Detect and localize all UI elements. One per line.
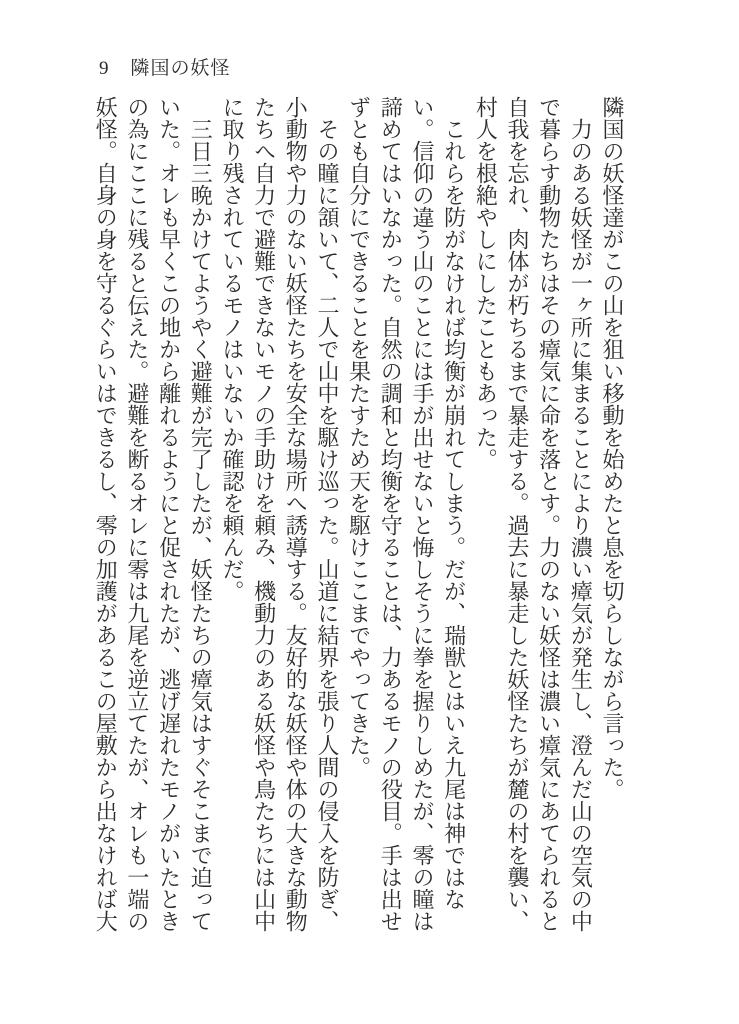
paragraph-5: 三日三晩かけてようやく避難が完了したが、妖怪たちの瘴気はすぐそこまで迫っていた。オレも早くこの地から離れるようにと促されたが、逃げ遅れたモノがいたときの為にここに残ると伝えた。避難を断るオレに零は九尾を逆立てたが、オレも一端の妖怪。自身の身を守るぐらいはできるし、零の加護があるこの屋敷から出なければ大 xyxy=(93,96,214,932)
chapter-title: 隣国の妖怪 xyxy=(130,58,231,79)
body-text xyxy=(90,96,628,936)
paragraph-2: 力のある妖怪が一ヶ所に集まることにより濃い瘴気が発生し、澄んだ山の空気の中で暮らす動物たちはその瘴気に命を落とす。力のない妖怪は濃い瘴気にあてられると自我を忘れ、肉体が朽ちるまで暴走する。過去に暴走した妖怪たちが麓の村を襲い、村人を根絶やしにしたこともあった。 xyxy=(473,96,594,932)
page-number: 9 xyxy=(99,58,110,79)
paragraph-3: これらを防がなければ均衡が崩れてしまう。だが、瑞獣とはいえ九尾は神ではない。信仰の違う山のことには手が出せないと悔しそうに拳を握りしめたが、零の瞳は諦めてはいなかった。自然の調和と均衡を守ることは、力あるモノの役目。手は出せずとも自分にできることを果たすため天を駆けここまでやってきた。 xyxy=(346,96,467,932)
paragraph-1: 隣国の妖怪達がこの山を狙い移動を始めたと息を切らしながら言った。 xyxy=(600,96,625,800)
paragraph-4: その瞳に頷いて、二人で山中を駆け巡った。山道に結界を張り人間の侵入を防ぎ、小動物や力のない妖怪たちを安全な場所へ誘導する。友好的な妖怪や体の大きな動物たちへ自力で避難できないモノの手助けを頼み、機動力のある妖怪や鳥たちには山中に取り残されているモノはいないか確認を頼んだ。 xyxy=(219,96,340,932)
page-header xyxy=(99,53,231,80)
